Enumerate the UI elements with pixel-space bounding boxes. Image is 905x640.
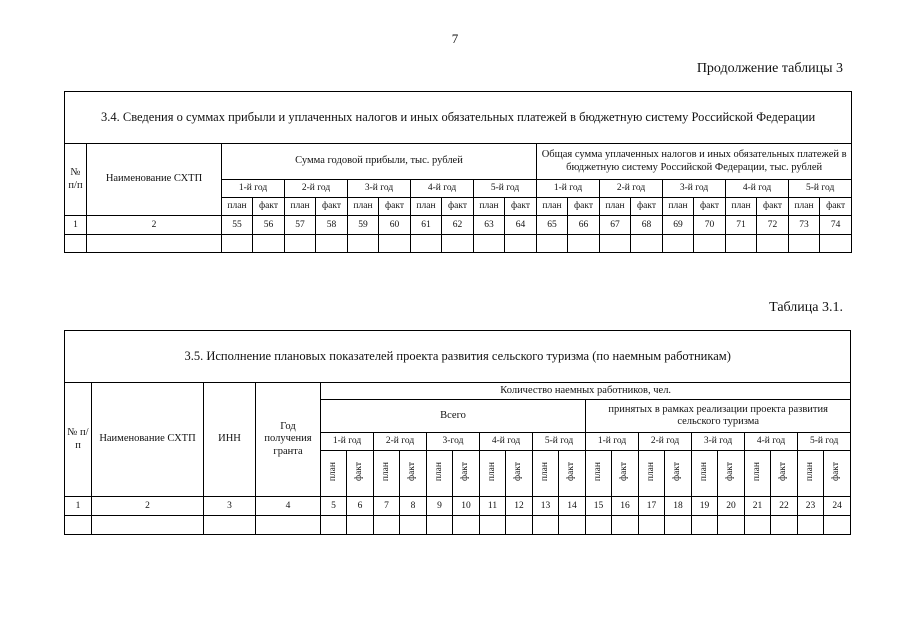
table2-group-total: Всего: [321, 400, 586, 433]
table1-year-header: 3-й год: [348, 180, 411, 198]
table1-empty-cell: [568, 235, 600, 253]
table2-fact-header: [506, 451, 533, 497]
table2-index-cell: 7: [374, 497, 400, 516]
table2-empty-cell: [612, 516, 639, 535]
table2-empty-cell: [745, 516, 771, 535]
table1-col-name: Наименование СХТП: [87, 144, 222, 216]
table2-fact-header-text: факт: [566, 462, 577, 482]
table1-plan-header: план: [600, 198, 631, 216]
table1-year-header: 4-й год: [411, 180, 474, 198]
table1-plan-header: план: [348, 198, 379, 216]
table2-empty-row: [65, 516, 851, 535]
table2-plan-header: [798, 451, 824, 497]
table2-index-cell: 19: [692, 497, 718, 516]
table1-plan-header: план: [789, 198, 820, 216]
table1-index-cell: 1: [65, 216, 87, 235]
table2-index-cell: 17: [639, 497, 665, 516]
table1-fact-header: факт: [757, 198, 789, 216]
table2-empty-cell: [506, 516, 533, 535]
table1-col-num: № п/п: [65, 144, 87, 216]
table1-empty-cell: [65, 235, 87, 253]
table2-index-cell: 18: [665, 497, 692, 516]
table2-fact-header-text: факт: [831, 462, 842, 482]
table2-empty-cell: [65, 516, 92, 535]
table2-fact-header-text: факт: [407, 462, 418, 482]
table1-year-header: 2-й год: [285, 180, 348, 198]
table2-empty-cell: [559, 516, 586, 535]
table2-plan-header: [533, 451, 559, 497]
table2-index-cell: 10: [453, 497, 480, 516]
table2-empty-cell: [639, 516, 665, 535]
table1-plan-header: план: [222, 198, 253, 216]
table1-index-cell: 55: [222, 216, 253, 235]
table1-plan-header: план: [726, 198, 757, 216]
table2-plan-header-text: план: [380, 461, 391, 482]
table1-group-profit: Сумма годовой прибыли, тыс. рублей: [222, 144, 537, 180]
table2-index-cell: 2: [92, 497, 204, 516]
table2-index-cell: 12: [506, 497, 533, 516]
table1-empty-cell: [789, 235, 820, 253]
table2-empty-cell: [347, 516, 374, 535]
table2-plan-header: [586, 451, 612, 497]
table2-plan-header: [692, 451, 718, 497]
hired-workers-table: [64, 330, 851, 535]
table1-empty-cell: [285, 235, 316, 253]
table2-year-header-total: 5-й год: [533, 433, 586, 451]
table1-empty-cell: [348, 235, 379, 253]
table2-empty-cell: [533, 516, 559, 535]
table1-empty-row: [65, 235, 852, 253]
table2-col-inn: ИНН: [204, 383, 256, 497]
table2-empty-cell: [427, 516, 453, 535]
table1-empty-cell: [663, 235, 694, 253]
table1-index-cell: 74: [820, 216, 852, 235]
table1-empty-cell: [537, 235, 568, 253]
table2-plan-header: [321, 451, 347, 497]
table2-empty-cell: [256, 516, 321, 535]
table2-empty-cell: [400, 516, 427, 535]
table2-fact-header: [718, 451, 745, 497]
table2-fact-header: [559, 451, 586, 497]
table1-group-taxes: Общая сумма уплаченных налогов и иных обязательных платежей в бюджетную систему Российской Федерации, тыс. рублей: [537, 144, 852, 180]
table1-empty-cell: [820, 235, 852, 253]
table1-index-cell: 72: [757, 216, 789, 235]
table2-index-cell: 24: [824, 497, 851, 516]
table2-fact-header: [453, 451, 480, 497]
table2-fact-header: [824, 451, 851, 497]
table2-fact-header: [400, 451, 427, 497]
table1-index-cell: 2: [87, 216, 222, 235]
table2-fact-header-text: факт: [460, 462, 471, 482]
table1-plan-header: план: [285, 198, 316, 216]
table1-index-cell: 63: [474, 216, 505, 235]
table2-empty-cell: [824, 516, 851, 535]
table1-index-cell: 60: [379, 216, 411, 235]
table2-year-header-total: 1-й год: [321, 433, 374, 451]
table2-year-header-hired: 1-й год: [586, 433, 639, 451]
table1-fact-header: факт: [505, 198, 537, 216]
table1-index-cell: 71: [726, 216, 757, 235]
table2-fact-header: [347, 451, 374, 497]
table1-empty-cell: [694, 235, 726, 253]
page-number: 7: [451, 31, 459, 46]
table2-index-cell: 5: [321, 497, 347, 516]
table2-fact-header: [612, 451, 639, 497]
table1-index-cell: 58: [316, 216, 348, 235]
table2-empty-cell: [771, 516, 798, 535]
table2-empty-cell: [586, 516, 612, 535]
table2-index-cell: 9: [427, 497, 453, 516]
profit-taxes-table: [64, 91, 852, 253]
table1-index-cell: 61: [411, 216, 442, 235]
table2-group-hired: принятых в рамках реализации проекта развития сельского туризма: [586, 400, 851, 433]
table2-year-header-hired: 5-й год: [798, 433, 851, 451]
table1-year-header: 1-й год: [537, 180, 600, 198]
table2-empty-cell: [718, 516, 745, 535]
table1-fact-header: факт: [631, 198, 663, 216]
table1-fact-header: факт: [379, 198, 411, 216]
table2-index-cell: 21: [745, 497, 771, 516]
table2-plan-header-text: план: [327, 461, 338, 482]
table2-empty-cell: [480, 516, 506, 535]
table2-fact-header-text: факт: [354, 462, 365, 482]
table2-index-cell: 11: [480, 497, 506, 516]
table2-empty-cell: [692, 516, 718, 535]
table1-year-header: 5-й год: [474, 180, 537, 198]
table1-empty-cell: [87, 235, 222, 253]
table1-empty-cell: [442, 235, 474, 253]
table1-index-cell: 56: [253, 216, 285, 235]
table1-year-header: 1-й год: [222, 180, 285, 198]
table2-index-cell: 3: [204, 497, 256, 516]
table1-plan-header: план: [411, 198, 442, 216]
table1-index-cell: 73: [789, 216, 820, 235]
table2-plan-header-text: план: [645, 461, 656, 482]
table2-empty-cell: [798, 516, 824, 535]
table2-col-name: Наименование СХТП: [92, 383, 204, 497]
table2-fact-header-text: факт: [672, 462, 683, 482]
table2-empty-cell: [665, 516, 692, 535]
table2-index-row: [65, 497, 851, 516]
table2-plan-header-text: план: [804, 461, 815, 482]
table1-fact-header: факт: [694, 198, 726, 216]
table2-group-main: Количество наемных работников, чел.: [321, 383, 851, 400]
table2-empty-cell: [321, 516, 347, 535]
table1-empty-cell: [411, 235, 442, 253]
table2-fact-header-text: факт: [619, 462, 630, 482]
table2-fact-header-text: факт: [778, 462, 789, 482]
table1-empty-cell: [600, 235, 631, 253]
table2-plan-header-text: план: [698, 461, 709, 482]
table2-title: 3.5. Исполнение плановых показателей проекта развития сельского туризма (по наемным работникам): [65, 331, 851, 383]
table2-fact-header: [771, 451, 798, 497]
table2-col-grant-year: Год получения гранта: [256, 383, 321, 497]
table1-year-header: 5-й год: [789, 180, 852, 198]
table1-empty-cell: [505, 235, 537, 253]
table1-plan-header: план: [474, 198, 505, 216]
table2-index-cell: 22: [771, 497, 798, 516]
table2-index-cell: 6: [347, 497, 374, 516]
table2-empty-cell: [453, 516, 480, 535]
table2-fact-header-text: факт: [513, 462, 524, 482]
table1-index-cell: 59: [348, 216, 379, 235]
table1-empty-cell: [631, 235, 663, 253]
table1-empty-cell: [253, 235, 285, 253]
table2-index-cell: 1: [65, 497, 92, 516]
table2-plan-header: [639, 451, 665, 497]
table2-index-cell: 16: [612, 497, 639, 516]
table2-year-header-hired: 4-й год: [745, 433, 798, 451]
table1-fact-header: факт: [568, 198, 600, 216]
table2-plan-header-text: план: [592, 461, 603, 482]
table1-index-cell: 66: [568, 216, 600, 235]
table-continuation-caption: Продолжение таблицы 3: [696, 61, 843, 76]
table2-plan-header-text: план: [433, 461, 444, 482]
table2-year-header-total: 4-й год: [480, 433, 533, 451]
table1-plan-header: план: [537, 198, 568, 216]
table1-index-cell: 69: [663, 216, 694, 235]
table2-index-cell: 14: [559, 497, 586, 516]
table1-index-cell: 57: [285, 216, 316, 235]
table2-plan-header: [480, 451, 506, 497]
table2-empty-cell: [204, 516, 256, 535]
table1-index-cell: 65: [537, 216, 568, 235]
table2-col-num: № п/п: [65, 383, 92, 497]
table1-year-header: 3-й год: [663, 180, 726, 198]
table2-plan-header-text: план: [751, 461, 762, 482]
table2-year-header-total: 3-год: [427, 433, 480, 451]
table1-empty-cell: [379, 235, 411, 253]
table2-year-header-hired: 3-й год: [692, 433, 745, 451]
table2-empty-cell: [92, 516, 204, 535]
table2-year-header-hired: 2-й год: [639, 433, 692, 451]
table2-index-cell: 15: [586, 497, 612, 516]
table1-fact-header: факт: [253, 198, 285, 216]
table1-index-cell: 70: [694, 216, 726, 235]
table1-index-cell: 62: [442, 216, 474, 235]
table2-index-cell: 13: [533, 497, 559, 516]
table2-index-cell: 20: [718, 497, 745, 516]
table2-fact-header-text: факт: [725, 462, 736, 482]
table1-index-cell: 64: [505, 216, 537, 235]
table2-year-header-total: 2-й год: [374, 433, 427, 451]
table1-fact-header: факт: [316, 198, 348, 216]
table2-plan-header: [745, 451, 771, 497]
table2-plan-header: [374, 451, 400, 497]
table1-title: 3.4. Сведения о суммах прибыли и уплаченных налогов и иных обязательных платежей в бюджетную систему Российской Федерации: [65, 92, 852, 144]
table1-plan-header: план: [663, 198, 694, 216]
table1-empty-cell: [757, 235, 789, 253]
table-caption: Таблица 3.1.: [769, 300, 843, 315]
table2-plan-header: [427, 451, 453, 497]
table1-fact-header: факт: [442, 198, 474, 216]
table1-empty-cell: [222, 235, 253, 253]
table1-empty-cell: [474, 235, 505, 253]
table1-index-cell: 67: [600, 216, 631, 235]
table2-fact-header: [665, 451, 692, 497]
table1-empty-cell: [316, 235, 348, 253]
table1-year-header: 2-й год: [600, 180, 663, 198]
table2-plan-header-text: план: [539, 461, 550, 482]
table2-empty-cell: [374, 516, 400, 535]
table2-plan-header-text: план: [486, 461, 497, 482]
table1-fact-header: факт: [820, 198, 852, 216]
table2-index-cell: 4: [256, 497, 321, 516]
table1-empty-cell: [726, 235, 757, 253]
table2-index-cell: 23: [798, 497, 824, 516]
table1-year-header: 4-й год: [726, 180, 789, 198]
table2-index-cell: 8: [400, 497, 427, 516]
table1-index-row: [65, 216, 852, 235]
table1-index-cell: 68: [631, 216, 663, 235]
